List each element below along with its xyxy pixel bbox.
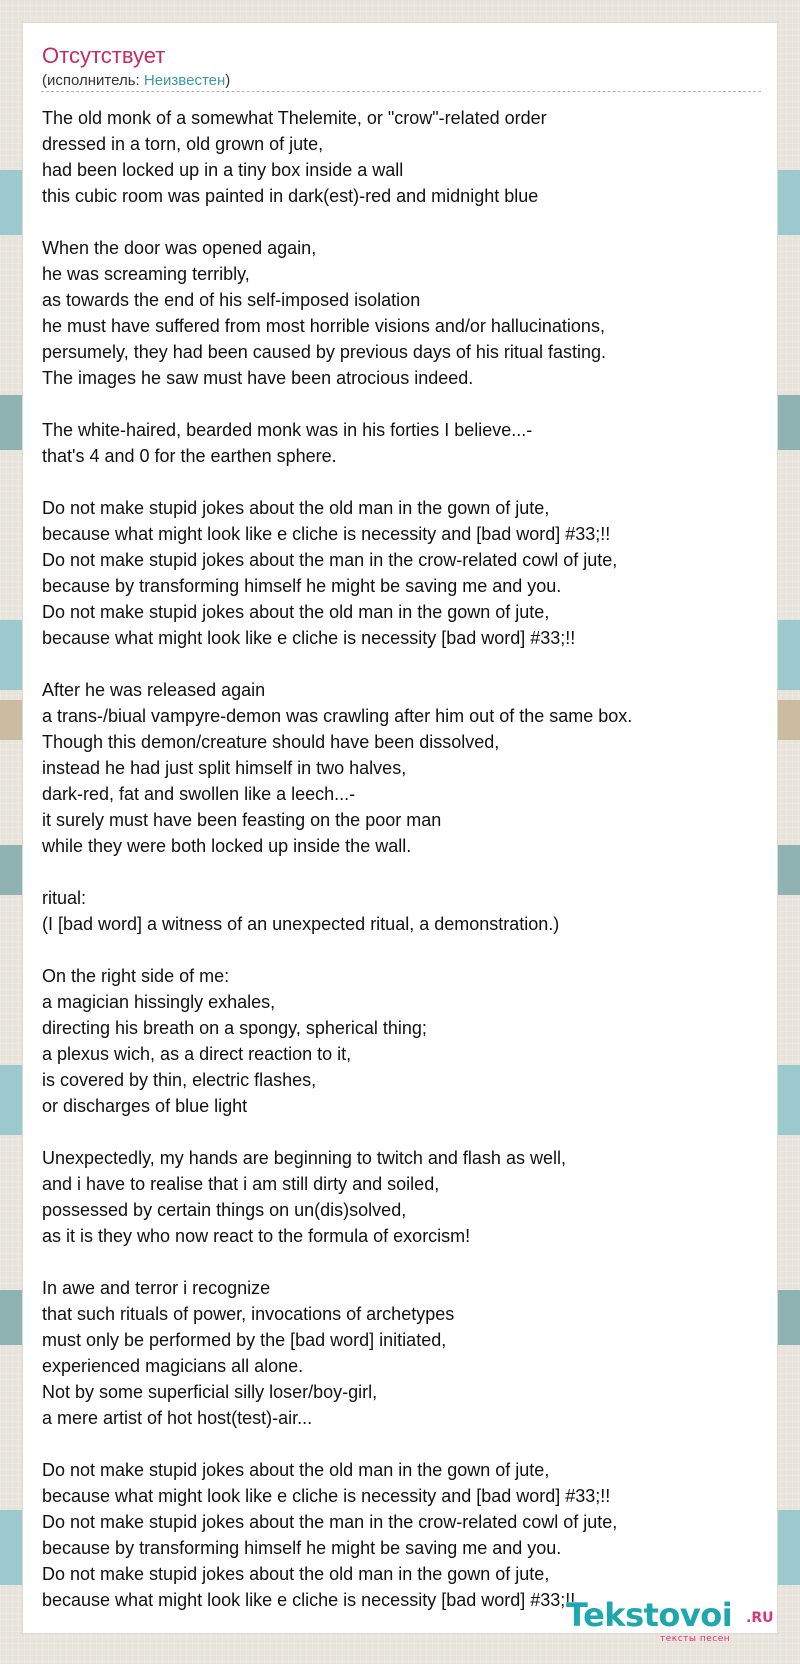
lyric-line: because what might look like e cliche is necessity [bad word] #33;!! — [42, 1590, 576, 1610]
lyric-line: had been locked up in a tiny box inside a wall — [42, 160, 404, 180]
lyrics-text — [42, 105, 762, 1613]
lyric-line: In awe and terror i recognize — [42, 1278, 271, 1298]
lyric-line: that such rituals of power, invocations of archetypes — [42, 1304, 455, 1324]
lyric-line: as it is they who now react to the formula of exorcism! — [42, 1226, 471, 1246]
stanza-break — [42, 651, 762, 677]
lyric-line: while they were both locked up inside the wall. — [42, 836, 412, 856]
lyric-line: a mere artist of hot host(test)-air... — [42, 1408, 313, 1428]
lyric-line: Though this demon/creature should have been dissolved, — [42, 732, 500, 752]
lyric-line: Unexpectedly, my hands are beginning to twitch and flash as well, — [42, 1148, 566, 1168]
artist-prefix: (исполнитель: — [42, 72, 144, 89]
lyric-line: because what might look like e cliche is necessity [bad word] #33;!! — [42, 628, 576, 648]
artist-line — [42, 72, 230, 89]
lyric-line: he was screaming terribly, — [42, 264, 250, 284]
artist-suffix: ) — [225, 72, 231, 89]
lyric-line: is covered by thin, electric flashes, — [42, 1070, 317, 1090]
lyric-line: When the door was opened again, — [42, 238, 317, 258]
lyric-line: a magician hissingly exhales, — [42, 992, 276, 1012]
tekstovoi-logo[interactable] — [566, 1596, 774, 1646]
lyric-line: Do not make stupid jokes about the man in the crow-related cowl of jute, — [42, 550, 618, 570]
lyric-line: it surely must have been feasting on the poor man — [42, 810, 442, 830]
lyric-line: ritual: — [42, 888, 87, 908]
lyric-line: instead he had just split himself in two halves, — [42, 758, 407, 778]
lyric-line: experienced magicians all alone. — [42, 1356, 304, 1376]
lyric-line: The images he saw must have been atrocious indeed. — [42, 368, 474, 388]
lyric-line: dark-red, fat and swollen like a leech...- — [42, 784, 356, 804]
stanza-break — [42, 1249, 762, 1275]
lyric-line: possessed by certain things on un(dis)solved, — [42, 1200, 407, 1220]
lyric-line: he must have suffered from most horrible visions and/or hallucinations, — [42, 316, 605, 336]
lyric-line: must only be performed by the [bad word] initiated, — [42, 1330, 447, 1350]
lyric-line: Do not make stupid jokes about the old man in the gown of jute, — [42, 1460, 550, 1480]
lyric-line: because what might look like e cliche is necessity and [bad word] #33;!! — [42, 524, 611, 544]
header-divider — [41, 91, 761, 92]
stanza-break — [42, 209, 762, 235]
lyric-line: On the right side of me: — [42, 966, 230, 986]
lyric-line: a trans-/biual vampyre-demon was crawling after him out of the same box. — [42, 706, 633, 726]
stanza-break — [42, 1119, 762, 1145]
stanza-break — [42, 469, 762, 495]
stanza-break — [42, 859, 762, 885]
lyric-line: persumely, they had been caused by previous days of his ritual fasting. — [42, 342, 606, 362]
lyric-line: and i have to realise that i am still dirty and soiled, — [42, 1174, 440, 1194]
lyric-line: Do not make stupid jokes about the old man in the gown of jute, — [42, 602, 550, 622]
lyrics-card — [22, 22, 778, 1634]
lyric-line: Do not make stupid jokes about the old man in the gown of jute, — [42, 1564, 550, 1584]
logo-suffix: .RU — [746, 1610, 774, 1626]
stanza-break — [42, 391, 762, 417]
stanza-break — [42, 1431, 762, 1457]
lyric-line: because what might look like e cliche is necessity and [bad word] #33;!! — [42, 1486, 611, 1506]
lyric-line: directing his breath on a spongy, spherical thing; — [42, 1018, 427, 1038]
lyric-line: because by transforming himself he might be saving me and you. — [42, 1538, 562, 1558]
lyric-line: dressed in a torn, old grown of jute, — [42, 134, 324, 154]
stanza-break — [42, 937, 762, 963]
lyric-line: After he was released again — [42, 680, 266, 700]
logo-tagline: тексты песен — [660, 1634, 731, 1644]
lyric-line: a plexus wich, as a direct reaction to it, — [42, 1044, 352, 1064]
logo-name: Tekstovoi — [566, 1596, 733, 1634]
lyric-line: Not by some superficial silly loser/boy-girl, — [42, 1382, 378, 1402]
lyric-line: as towards the end of his self-imposed isolation — [42, 290, 421, 310]
lyric-line: Do not make stupid jokes about the old man in the gown of jute, — [42, 498, 550, 518]
lyric-line: The old monk of a somewhat Thelemite, or "crow"-related order — [42, 108, 547, 128]
lyric-line: Do not make stupid jokes about the man in the crow-related cowl of jute, — [42, 1512, 618, 1532]
lyric-line: this cubic room was painted in dark(est)-red and midnight blue — [42, 186, 539, 206]
song-title: Отсутствует — [42, 43, 166, 68]
lyric-line: because by transforming himself he might be saving me and you. — [42, 576, 562, 596]
lyric-line: or discharges of blue light — [42, 1096, 248, 1116]
lyric-line: that's 4 and 0 for the earthen sphere. — [42, 446, 337, 466]
lyric-line: The white-haired, bearded monk was in his forties I believe...- — [42, 420, 533, 440]
lyric-line: (I [bad word] a witness of an unexpected ritual, a demonstration.) — [42, 914, 560, 934]
artist-link[interactable]: Неизвестен — [143, 72, 226, 89]
